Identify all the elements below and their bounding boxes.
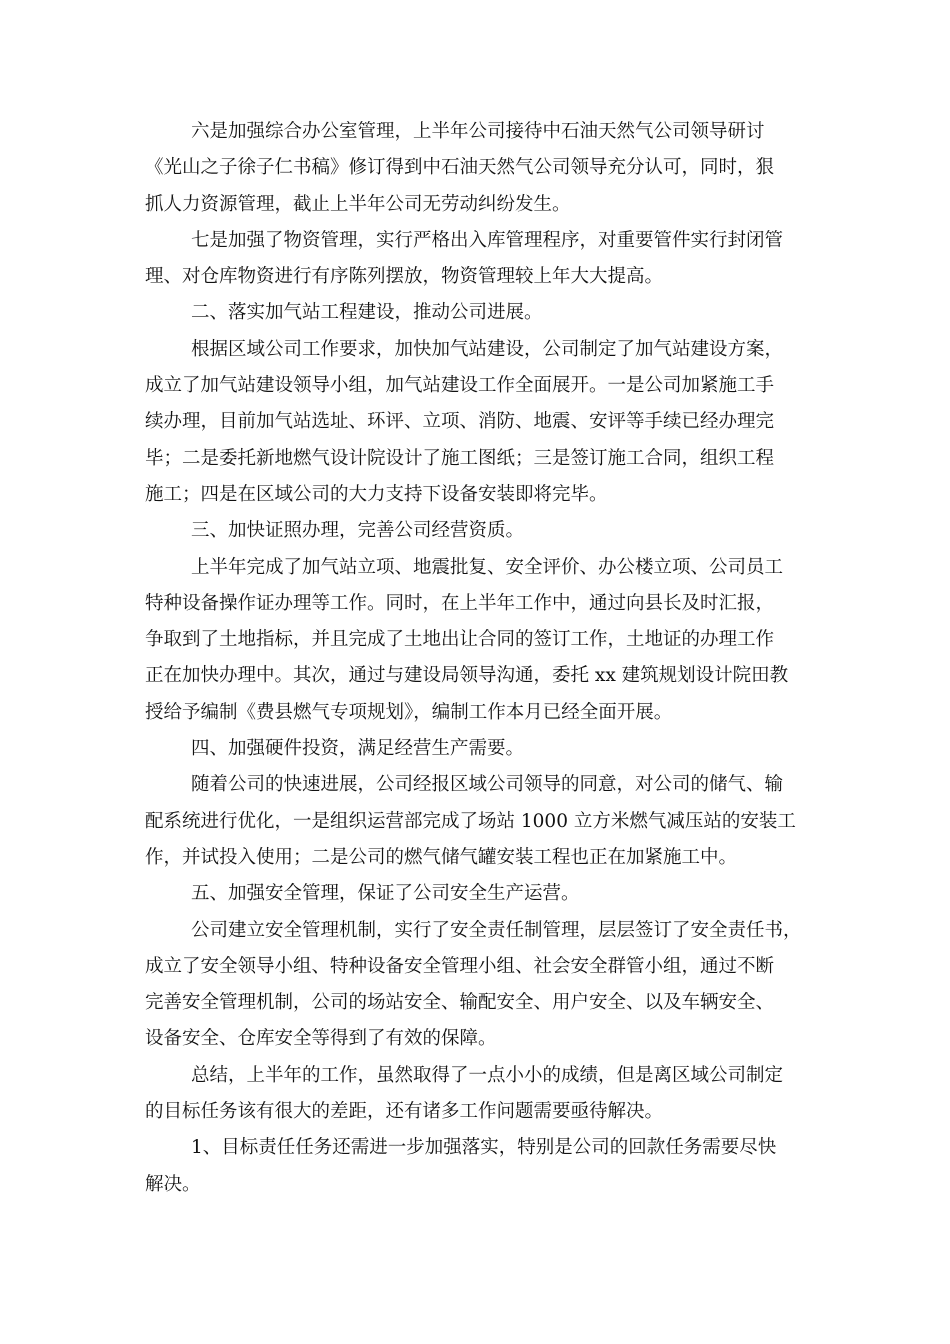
text-line: 设备安全、仓库安全等得到了有效的保障。 bbox=[145, 1028, 497, 1050]
text-line: 《光山之子徐子仁书稿》修订得到中石油天然气公司领导充分认可，同时，狠 bbox=[145, 157, 775, 179]
text-line: 三、加快证照办理，完善公司经营资质。 bbox=[191, 520, 525, 542]
text-line: 理、对仓库物资进行有序陈列摆放，物资管理较上年大大提高。 bbox=[145, 266, 664, 288]
text-line: 正在加快办理中。其次，通过与建设局领导沟通，委托 xx 建筑规划设计院田教 bbox=[145, 665, 789, 687]
text-line: 的目标任务该有很大的差距，还有诸多工作问题需要亟待解决。 bbox=[145, 1101, 664, 1123]
text-line: 施工；四是在区域公司的大力支持下设备安装即将完毕。 bbox=[145, 483, 608, 505]
text-line: 六是加强综合办公室管理，上半年公司接待中石油天然气公司领导研讨 bbox=[191, 121, 765, 142]
text-line: 配系统进行优化，一是组织运营部完成了场站 1000 立方米燃气减压站的安装工 bbox=[145, 810, 796, 832]
text-line: 四、加强硬件投资，满足经营生产需要。 bbox=[191, 738, 525, 760]
text-line: 二、落实加气站工程建设，推动公司进展。 bbox=[191, 302, 543, 324]
text-line: 上半年完成了加气站立项、地震批复、安全评价、办公楼立项、公司员工 bbox=[191, 556, 784, 578]
text-line: 根据区域公司工作要求，加快加气站建设，公司制定了加气站建设方案， bbox=[191, 338, 784, 360]
text-line: 解决。 bbox=[145, 1173, 201, 1195]
text-line: 成立了安全领导小组、特种设备安全管理小组、社会安全群管小组，通过不断 bbox=[145, 955, 775, 977]
text-line: 随着公司的快速进展，公司经报区域公司领导的同意，对公司的储气、输 bbox=[191, 774, 784, 796]
text-line: 争取到了土地指标，并且完成了土地出让合同的签订工作，土地证的办理工作 bbox=[145, 629, 775, 651]
text-line: 特种设备操作证办理等工作。同时，在上半年工作中，通过向县长及时汇报， bbox=[145, 592, 775, 614]
text-line: 完善安全管理机制，公司的场站安全、输配安全、用户安全、以及车辆安全、 bbox=[145, 992, 775, 1014]
text-line: 续办理，目前加气站选址、环评、立项、消防、地震、安评等手续已经办理完 bbox=[145, 411, 775, 433]
text-line: 授给予编制《费县燃气专项规划》，编制工作本月已经全面开展。 bbox=[145, 701, 673, 723]
text-line: 五、加强安全管理，保证了公司安全生产运营。 bbox=[191, 883, 580, 905]
text-line: 总结，上半年的工作，虽然取得了一点小小的成绩，但是离区域公司制定 bbox=[191, 1064, 784, 1086]
text-line: 毕；二是委托新地燃气设计院设计了施工图纸；三是签订施工合同，组织工程 bbox=[145, 447, 775, 469]
text-line: 成立了加气站建设领导小组，加气站建设工作全面展开。一是公司加紧施工手 bbox=[145, 375, 775, 397]
text-line: 作，并试投入使用；二是公司的燃气储气罐安装工程也正在加紧施工中。 bbox=[145, 846, 738, 868]
text-line: 1、目标责任任务还需进一步加强落实，特别是公司的回款任务需要尽快 bbox=[191, 1137, 777, 1159]
text-line: 公司建立安全管理机制，实行了安全责任制管理，层层签订了安全责任书， bbox=[191, 919, 802, 941]
text-line: 抓人力资源管理，截止上半年公司无劳动纠纷发生。 bbox=[145, 193, 571, 215]
document-body bbox=[145, 114, 825, 1203]
text-line: 七是加强了物资管理，实行严格出入库管理程序，对重要管件实行封闭管 bbox=[191, 229, 784, 251]
